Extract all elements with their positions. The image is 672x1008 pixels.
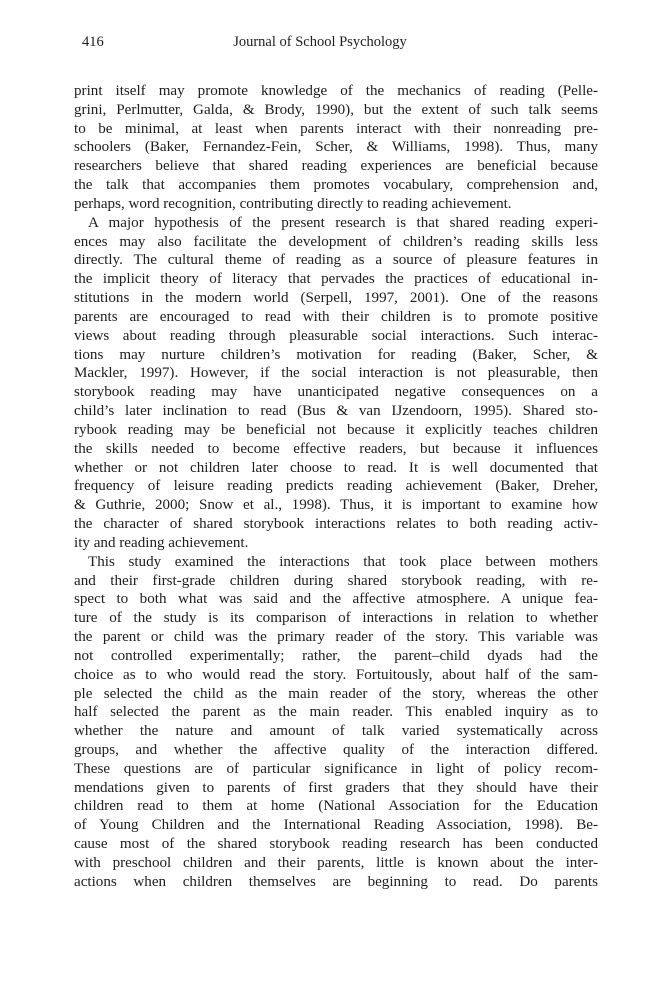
- text-line: child’s later inclination to read (Bus & van IJzendoorn, 1995). Shared sto-: [74, 403, 598, 420]
- text-line: print itself may promote knowledge of the mechanics of reading (Pelle-: [74, 83, 598, 99]
- text-line: the implicit theory of literacy that pervades the practices of educational in-: [74, 271, 598, 288]
- text-line: perhaps, word recognition, contributing directly to reading achievement.: [74, 195, 512, 212]
- text-line: children read to them at home (National Association for the Education: [74, 798, 598, 815]
- text-line: views about reading through pleasurable social interactions. Such interac-: [74, 327, 598, 344]
- text-line: parents are encouraged to read with their children is to promote positive: [74, 308, 598, 325]
- text-line: schoolers (Baker, Fernandez-Fein, Scher, & Williams, 1998). Thus, many: [74, 139, 598, 156]
- text-line: directly. The cultural theme of reading as a source of pleasure features in: [74, 252, 598, 269]
- page-number: 416: [82, 34, 104, 50]
- text-line: not controlled experimentally; rather, the parent–child dyads had the: [74, 647, 598, 664]
- text-line: the parent or child was the primary reader of the story. This variable was: [74, 629, 598, 646]
- text-line: storybook reading may have unanticipated negative consequences on a: [74, 384, 598, 401]
- text-line: whether or not children later choose to read. It is well documented that: [74, 459, 598, 476]
- text-line: the talk that accompanies them promotes vocabulary, comprehension and,: [74, 177, 598, 194]
- text-line: ences may also facilitate the development of children’s reading skills less: [74, 233, 598, 250]
- paragraph: [74, 82, 598, 214]
- paragraph: [74, 214, 598, 553]
- text-line: mendations given to parents of first graders that they should have their: [74, 779, 598, 796]
- text-line: whether the nature and amount of talk varied systematically across: [74, 723, 598, 740]
- text-line: rybook reading may be beneficial not because it explicitly teaches children: [74, 421, 598, 438]
- text-line: cause most of the shared storybook reading research has been conducted: [74, 836, 598, 853]
- text-line: half selected the parent as the main reader. This enabled inquiry as to: [74, 704, 598, 721]
- text-line: of Young Children and the International Reading Association, 1998). Be-: [74, 817, 598, 834]
- paragraph: [74, 553, 598, 892]
- text-line: the skills needed to become effective readers, but because it influences: [74, 440, 598, 457]
- page-header: [74, 33, 598, 53]
- text-line: This study examined the interactions that took place between mothers: [88, 553, 598, 570]
- text-line: with preschool children and their parents, little is known about the inter-: [74, 854, 598, 871]
- text-line: and their first-grade children during shared storybook reading, with re-: [74, 572, 598, 589]
- text-line: to be minimal, at least when parents interact with their nonreading pre-: [74, 120, 598, 137]
- text-line: stitutions in the modern world (Serpell, 1997, 2001). One of the reasons: [74, 290, 598, 307]
- text-line: A major hypothesis of the present research is that shared reading experi-: [88, 214, 598, 231]
- text-line: grini, Perlmutter, Galda, & Brody, 1990), but the extent of such talk seems: [74, 101, 598, 118]
- text-line: ity and reading achievement.: [74, 534, 249, 551]
- journal-title: Journal of School Psychology: [233, 34, 407, 50]
- text-line: actions when children themselves are beginning to read. Do parents: [74, 873, 598, 890]
- text-line: researchers believe that shared reading experiences are beneficial because: [74, 158, 598, 175]
- text-line: ture of the study is its comparison of interactions in relation to whether: [74, 610, 598, 627]
- text-line: the character of shared storybook interactions relates to both reading activ-: [74, 516, 598, 533]
- text-line: frequency of leisure reading predicts reading achievement (Baker, Dreher,: [74, 478, 598, 495]
- text-line: & Guthrie, 2000; Snow et al., 1998). Thus, it is important to examine how: [74, 497, 598, 514]
- text-line: ple selected the child as the main reader of the story, whereas the other: [74, 685, 598, 702]
- article-text: [74, 82, 598, 892]
- text-line: groups, and whether the affective quality of the interaction differed.: [74, 741, 598, 758]
- text-line: Mackler, 1997). However, if the social interaction is not pleasurable, then: [74, 365, 598, 382]
- text-line: spect to both what was said and the affective atmosphere. A unique fea-: [74, 591, 598, 608]
- text-line: choice as to who would read the story. Fortuitously, about half of the sam-: [74, 666, 598, 683]
- text-line: These questions are of particular significance in light of policy recom-: [74, 760, 598, 777]
- text-line: tions may nurture children’s motivation for reading (Baker, Scher, &: [74, 346, 598, 363]
